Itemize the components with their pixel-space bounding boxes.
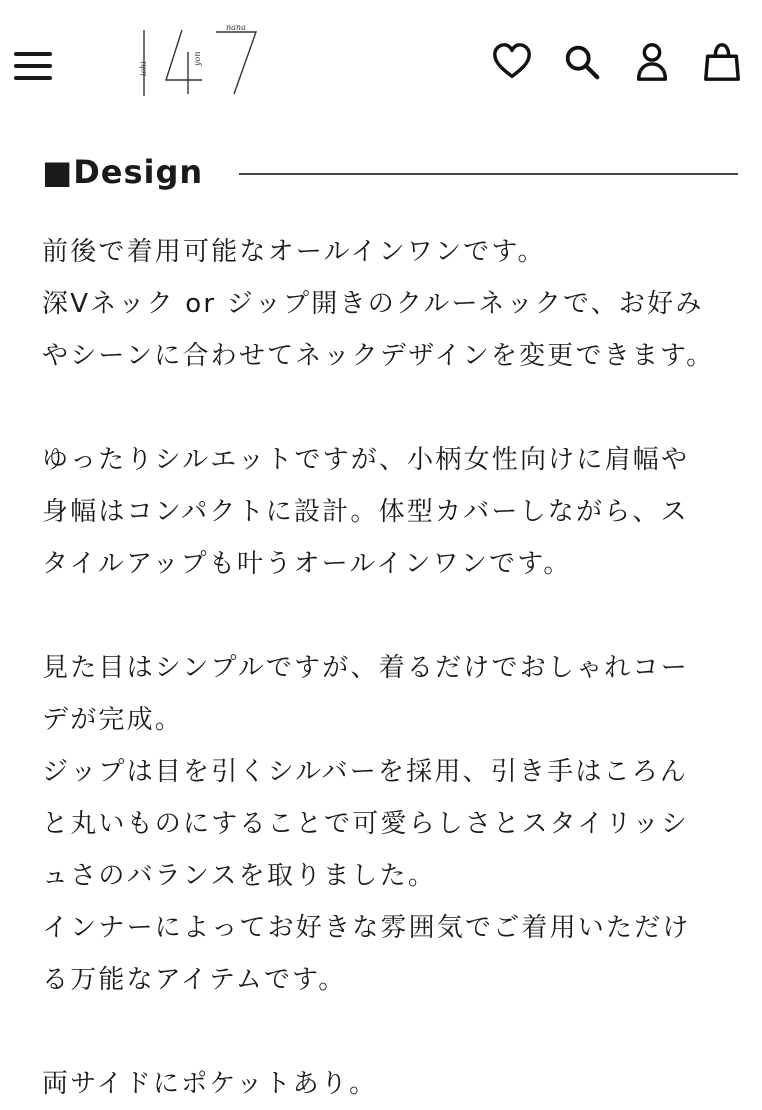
- text-line: タイルアップも叶うオールインワンです。: [42, 549, 572, 579]
- paragraph: [42, 226, 732, 382]
- text-line: る万能なアイテムです。: [42, 965, 347, 995]
- design-section-header: [42, 150, 738, 194]
- logo-small-text: yon: [193, 51, 202, 66]
- text-line: ジップは目を引くシルバーを採用、引き手はころん: [42, 757, 689, 787]
- heart-icon[interactable]: [490, 40, 534, 84]
- text-line: 深Vネック or ジップ開きのクルーネックで、お好み: [42, 289, 704, 319]
- menu-bar: [14, 52, 52, 56]
- text-line: インナーによってお好きな雰囲気でご着用いただけ: [42, 913, 691, 943]
- text-line: ゆったりシルエットですが、小柄女性向けに肩幅や: [42, 445, 690, 475]
- text-line: と丸いものにすることで可愛らしさとスタイリッシ: [42, 809, 690, 839]
- paragraph: [42, 642, 732, 1006]
- logo-small-text: ichi: [139, 61, 148, 76]
- text-line: 前後で着用可能なオールインワンです。: [42, 237, 546, 267]
- site-header: [0, 0, 762, 120]
- menu-bar: [14, 76, 52, 80]
- text-line: やシーンに合わせてネックデザインを変更できます。: [42, 341, 715, 371]
- text-line: 見た目はシンプルですが、着るだけでおしゃれコー: [42, 653, 689, 683]
- paragraph: [42, 434, 732, 590]
- search-icon[interactable]: [560, 40, 604, 84]
- header-icons: [490, 40, 744, 84]
- hamburger-menu-icon[interactable]: [12, 46, 54, 86]
- design-description: [42, 226, 732, 1110]
- section-title: ■Design: [42, 153, 204, 191]
- logo-small-text: nana: [226, 23, 246, 32]
- menu-bar: [14, 64, 52, 68]
- brand-logo-graphic: [130, 22, 270, 102]
- paragraph: [42, 1058, 732, 1110]
- text-line: ュさのバランスを取りました。: [42, 861, 437, 891]
- shopping-bag-icon[interactable]: [700, 40, 744, 84]
- user-icon[interactable]: [630, 40, 674, 84]
- section-divider: [239, 173, 738, 175]
- text-line: デが完成。: [42, 705, 184, 735]
- text-line: 身幅はコンパクトに設計。体型カバーしながら、ス: [42, 497, 689, 527]
- text-line: 両サイドにポケットあり。: [42, 1069, 378, 1099]
- brand-logo[interactable]: [130, 22, 270, 102]
